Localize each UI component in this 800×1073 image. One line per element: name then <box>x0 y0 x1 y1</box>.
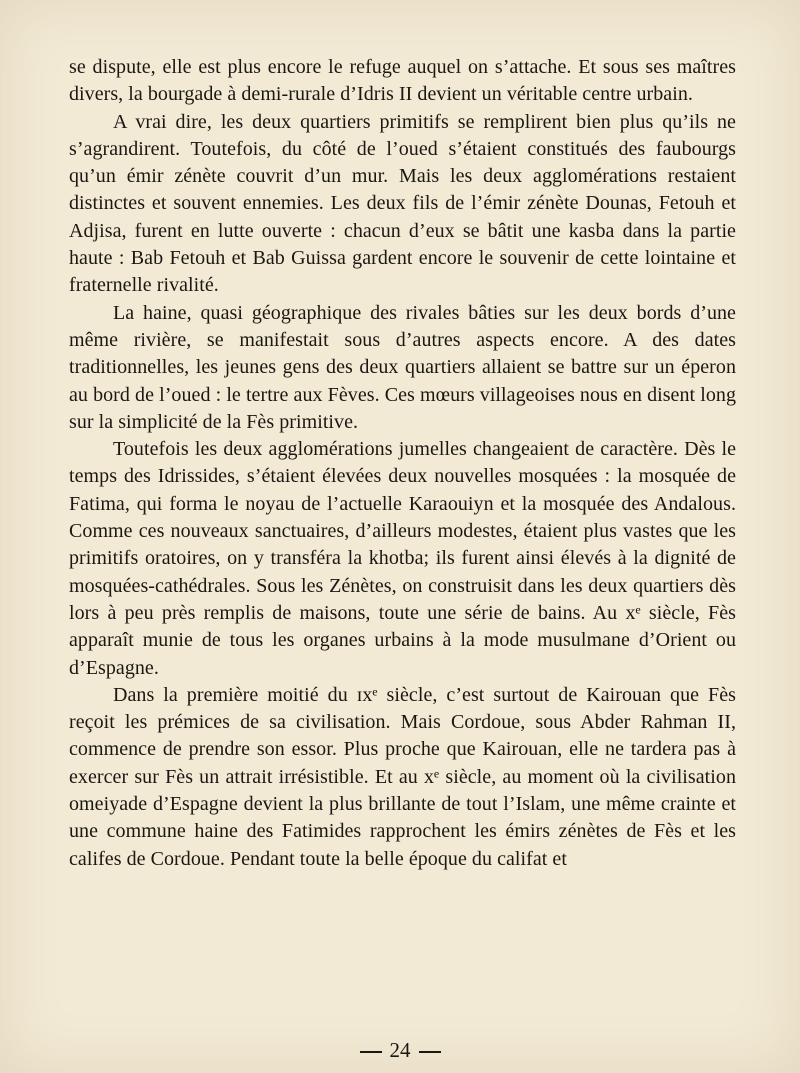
folio-dash-left <box>360 1051 382 1053</box>
paragraph: La haine, quasi géographique des rivales bâties sur les deux bords d’une même rivière, se manifestait sous d’autres aspects encore. A des dates traditionnelles, les jeunes gens des deux quartiers allaient se battre sur un éperon au bord de l’oued : le tertre aux Fèves. Ces mœurs villageoises nous en disent long sur la simplicité de la Fès primitive. <box>69 301 736 433</box>
page-number: 24 <box>389 1038 411 1062</box>
folio-dash-right <box>419 1051 441 1053</box>
paragraph-continued: se dispute, elle est plus encore le refuge auquel on s’attache. Et sous ses maîtres divers, la bourgade à demi-rurale d’Idris II devient un véritable centre urbain. <box>69 56 736 106</box>
paragraph: A vrai dire, les deux quartiers primitifs se remplirent bien plus qu’ils ne s’agrandirent. Toutefois, du côté de l’oued s’étaient constitués des faubourgs qu’un émir zénète couvrit d’un mur. Mais les deux agglomérations restaient distinctes et souvent ennemies. Les deux fils de l’émir zénète Dounas, Fetouh et Adjisa, furent en lutte ouverte : chacun d’eux se bâtit une kasba dans la partie haute : Bab Fetouh et Bab Guissa gardent encore le souvenir de cette lointaine et fraternelle rivalité. <box>69 110 736 297</box>
body-text <box>69 54 736 873</box>
paragraph: Dans la première moitié du ɪxᵉ siècle, c’est surtout de Kairouan que Fès reçoit les prémices de sa civilisation. Mais Cordoue, sous Abder Rahman II, commence de prendre son essor. Plus proche que Kairouan, elle ne tardera pas à exercer sur Fès un attrait irrésistible. Et au xᵉ siècle, au moment où la civilisation omeiyade d’Espagne devient la plus brillante de tout l’Islam, une même crainte et une commune haine des Fatimides rapprochent les émirs zénètes de Fès et les califes de Cordoue. Pendant toute la belle époque du califat et <box>69 683 736 870</box>
page-folio <box>0 1038 800 1063</box>
paragraph: Toutefois les deux agglomérations jumelles changeaient de caractère. Dès le temps des Idrissides, s’étaient élevées deux nouvelles mosquées : la mosquée de Fatima, qui forma le noyau de l’actuelle Karaouiyn et la mosquée des Andalous. Comme ces nouveaux sanctuaires, d’ailleurs modestes, étaient plus vastes que les primitifs oratoires, on y transféra la khotba; ils furent ainsi élevés à la dignité de mosquées-cathédrales. Sous les Zénètes, on construisit dans les deux quartiers dès lors à peu près remplis de maisons, toute une série de bains. Au xᵉ siècle, Fès apparaît munie de tous les organes urbains à la mode musulmane d’Orient ou d’Espagne. <box>69 438 736 679</box>
